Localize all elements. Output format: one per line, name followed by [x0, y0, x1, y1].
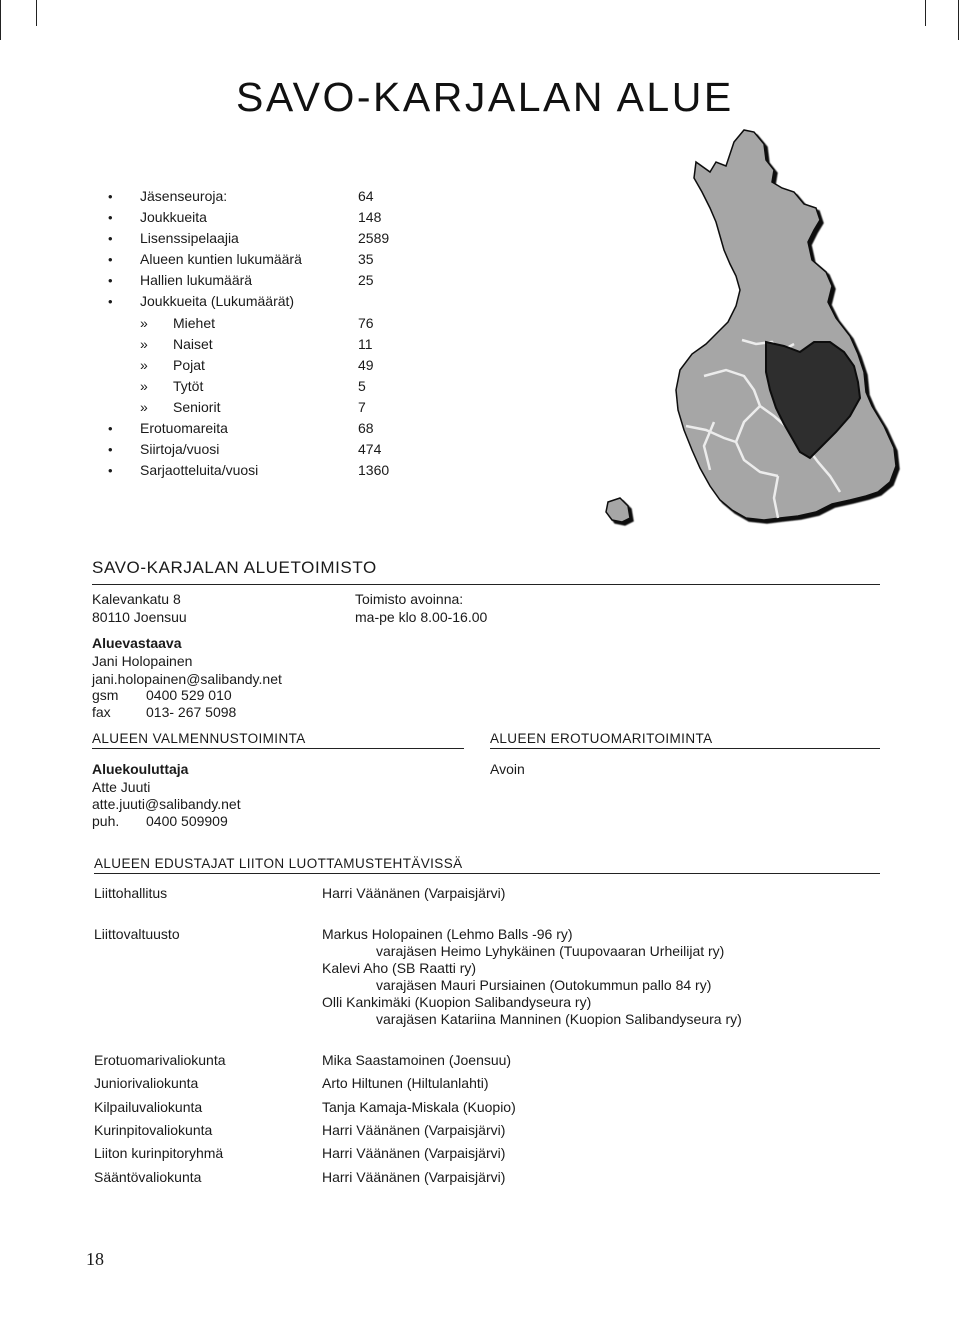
bullet-marker: •: [108, 273, 113, 289]
stat-row: [104, 249, 424, 270]
coach-phone-label: puh.: [92, 813, 120, 829]
coach-email[interactable]: atte.juuti@salibandy.net: [92, 796, 241, 812]
committee-label: Kilpailuvaliokunta: [94, 1098, 203, 1115]
fax-number: 013- 267 5098: [146, 704, 237, 720]
coaching-heading: ALUEEN VALMENNUSTOIMINTA: [92, 731, 306, 746]
stat-value: 64: [358, 188, 374, 204]
stat-row: [104, 355, 424, 376]
committee-member: Harri Väänänen (Varpaisjärvi): [322, 1145, 506, 1162]
stat-row: [104, 376, 424, 397]
crop-mark-top-right: [958, 0, 959, 40]
stat-value: 25: [358, 272, 374, 289]
liittohallitus-label: Liittohallitus: [94, 885, 168, 901]
stat-label: Pojat: [173, 356, 205, 373]
committee-label: Liiton kurinpitoryhmä: [94, 1145, 224, 1162]
stat-row: [104, 186, 424, 207]
bullet-marker: •: [108, 463, 113, 479]
crop-mark-top-left-inner: [36, 0, 37, 26]
crop-mark-top-right-inner: [925, 0, 926, 26]
stat-row: [104, 460, 424, 481]
bullet-marker: •: [108, 442, 113, 458]
stat-value: 49: [358, 356, 374, 373]
reps-heading: ALUEEN EDUSTAJAT LIITON LUOTTAMUSTEHTÄVISSÄ: [94, 856, 463, 871]
stat-row: [104, 397, 424, 418]
deputy-member: varajäsen Katariina Manninen (Kuopion Salibandyseura ry): [376, 1011, 742, 1027]
council-member: Olli Kankimäki (Kuopion Salibandyseura ry): [322, 994, 592, 1010]
committee-member: Harri Väänänen (Varpaisjärvi): [322, 1121, 506, 1138]
stat-label: Erotuomareita: [140, 420, 228, 437]
stat-label: Sarjaotteluita/vuosi: [140, 462, 259, 479]
council-member: Kalevi Aho (SB Raatti ry): [322, 960, 477, 976]
stat-label: Naiset: [173, 335, 213, 352]
stat-row: [104, 270, 424, 291]
coach-role: Aluekouluttaja: [92, 761, 189, 777]
stat-value: 5: [358, 377, 366, 394]
stat-label: Joukkueita: [140, 209, 207, 226]
committee-label: Erotuomarivaliokunta: [94, 1052, 226, 1068]
office-street: Kalevankatu 8: [92, 591, 181, 607]
liittohallitus-value: Harri Väänänen (Varpaisjärvi): [322, 885, 506, 901]
crop-mark-top-left: [0, 0, 1, 40]
stat-value: 474: [358, 441, 382, 458]
gsm-number: 0400 529 010: [146, 687, 232, 703]
office-heading: SAVO-KARJALAN ALUETOIMISTO: [92, 558, 377, 577]
committee-member: Mika Saastamoinen (Joensuu): [322, 1052, 512, 1068]
stat-label: Jäsenseuroja:: [140, 188, 228, 204]
page-title: SAVO-KARJALAN ALUE: [236, 74, 734, 120]
stat-value: 76: [358, 314, 374, 331]
contact-name: Jani Holopainen: [92, 653, 193, 669]
coach-name: Atte Juuti: [92, 779, 151, 795]
coach-phone: 0400 509909: [146, 813, 228, 829]
contact-email[interactable]: jani.holopainen@salibandy.net: [92, 671, 282, 687]
stat-value: 7: [358, 398, 366, 415]
gsm-label: gsm: [92, 687, 119, 703]
fax-label: fax: [92, 704, 111, 720]
reps-heading-rule: [94, 873, 880, 874]
stat-label: Alueen kuntien lukumäärä: [140, 251, 302, 268]
stat-row: [104, 313, 424, 334]
stat-label: Siirtoja/vuosi: [140, 441, 220, 458]
referee-heading: ALUEEN EROTUOMARITOIMINTA: [490, 731, 713, 746]
committee-member: Harri Väänänen (Varpaisjärvi): [322, 1168, 506, 1185]
deputy-member: varajäsen Heimo Lyhykäinen (Tuupovaaran Urheilijat ry): [376, 943, 725, 959]
aland-islands: [606, 498, 630, 522]
stat-row: [104, 291, 424, 312]
bullet-marker: •: [108, 294, 113, 310]
stat-row: [104, 228, 424, 249]
stat-label: Seniorit: [173, 398, 221, 415]
liittovaltuusto-label: Liittovaltuusto: [94, 926, 180, 942]
stat-label: Tytöt: [173, 377, 204, 394]
bullet-marker: •: [108, 252, 113, 268]
stat-label: Miehet: [173, 314, 216, 331]
stat-value: 148: [358, 209, 382, 226]
stat-value: 11: [358, 335, 373, 352]
stat-row: [104, 334, 424, 355]
stat-value: 68: [358, 420, 374, 437]
deputy-member: varajäsen Mauri Pursiainen (Outokummun pallo 84 ry): [376, 977, 712, 993]
stat-row: [104, 418, 424, 439]
stat-value: 1360: [358, 462, 390, 479]
committee-label: Juniorivaliokunta: [94, 1075, 199, 1092]
stat-label: Lisenssipelaajia: [140, 230, 239, 247]
stat-label: Hallien lukumäärä: [140, 272, 253, 289]
stat-value: 2589: [358, 230, 390, 247]
sub-marker: »: [140, 335, 148, 352]
bullet-marker: •: [108, 210, 113, 226]
page-number: 18: [86, 1249, 104, 1269]
stat-label: Joukkueita (Lukumäärät): [140, 293, 295, 310]
office-heading-rule: [92, 584, 880, 585]
bullet-marker: •: [108, 421, 113, 437]
committee-label: Kurinpitovaliokunta: [94, 1121, 213, 1138]
stats-list: [104, 186, 424, 481]
contact-title: Aluevastaava: [92, 635, 182, 651]
finland-region-map: [594, 126, 934, 546]
coaching-heading-rule: [92, 748, 464, 749]
sub-marker: »: [140, 398, 148, 415]
bullet-marker: •: [108, 231, 113, 247]
sub-marker: »: [140, 377, 148, 394]
stat-value: 35: [358, 251, 374, 268]
stat-row: [104, 207, 424, 228]
council-member: Markus Holopainen (Lehmo Balls -96 ry): [322, 926, 573, 942]
referee-heading-rule: [490, 748, 880, 749]
stat-row: [104, 439, 424, 460]
bullet-marker: •: [108, 189, 113, 204]
sub-marker: »: [140, 356, 148, 373]
office-hours-label: Toimisto avoinna:: [355, 591, 464, 607]
office-hours: ma-pe klo 8.00-16.00: [355, 609, 488, 625]
sub-marker: »: [140, 314, 148, 331]
office-postal: 80110 Joensuu: [92, 609, 187, 625]
committee-label: Sääntövaliokunta: [94, 1168, 202, 1185]
committee-member: Tanja Kamaja-Miskala (Kuopio): [322, 1098, 516, 1115]
referee-status: Avoin: [490, 761, 525, 777]
committee-member: Arto Hiltunen (Hiltulanlahti): [322, 1075, 489, 1092]
